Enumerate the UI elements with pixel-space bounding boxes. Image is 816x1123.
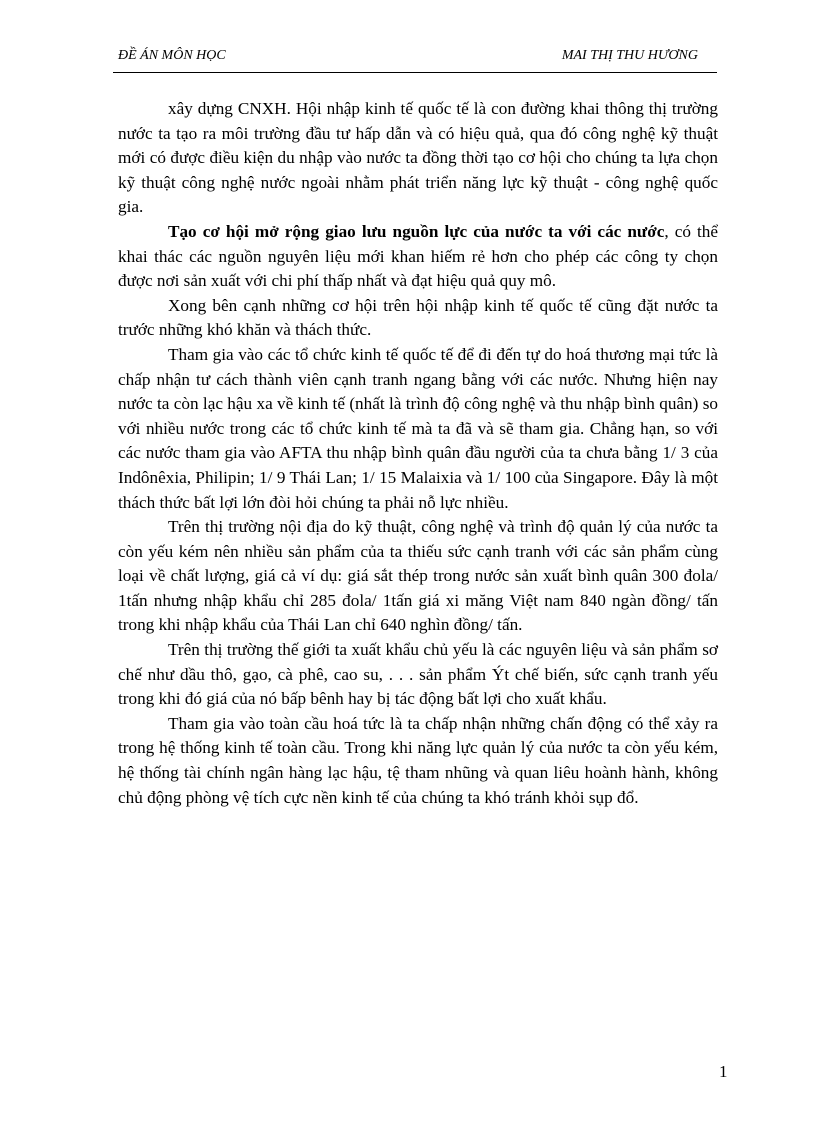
paragraph-6: Trên thị trường thế giới ta xuất khẩu chủ yếu là các nguyên liệu và sản phẩm sơ chế như dầu thô, gạo, cà phê, cao su, . . . sản phẩm Ýt chế biến, sức cạnh tranh yếu trong khi đó giá của nó bấp bênh hay bị tác động bất lợi cho xuất khẩu. <box>118 640 718 709</box>
header-course-title: ĐỀ ÁN MÔN HỌC <box>118 48 226 63</box>
header-author-name: MAI THỊ THU HƯƠNG <box>561 48 698 63</box>
paragraph-7: Tham gia vào toàn cầu hoá tức là ta chấp nhận những chấn động có thể xảy ra trong hệ thống kinh tế toàn cầu. Trong khi năng lực quản lý của nước ta còn yếu kém, hệ thống tài chính ngân hàng lạc hậu, tệ tham nhũng và quan liêu hoành hành, không chủ động phòng vệ tích cực nền kinh tế của chúng ta khó tránh khỏi sụp đổ. <box>118 713 718 807</box>
paragraph-1: xây dựng CNXH. Hội nhập kinh tế quốc tế là con đường khai thông thị trường nước ta tạo ra môi trường đầu tư hấp dẫn và có hiệu quả, qua đó công nghệ kỹ thuật mới có được điều kiện du nhập vào nước ta đồng thời tạo cơ hội cho chúng ta lựa chọn kỹ thuật công nghệ nước ngoài nhằm phát triển năng lực kỹ thuật - công nghệ quốc gia. <box>118 99 718 217</box>
page-header <box>118 48 698 68</box>
paragraph-5: Trên thị trường nội địa do kỹ thuật, công nghệ và trình độ quản lý của nước ta còn yếu kém nên nhiều sản phẩm của ta thiếu sức cạnh tranh với các sản phẩm cùng loại về chất lượng, giá cả ví dụ: giá sắt thép trong nước sản xuất bình quân 300 đola/ 1tấn nhưng nhập khẩu chỉ 285 đola/ 1tấn giá xi măng Việt nam 840 ngàn đồng/ tấn trong khi nhập khẩu của Thái Lan chỉ 640 nghìn đồng/ tấn. <box>118 517 718 635</box>
paragraph-2: Tạo cơ hội mở rộng giao lưu nguồn lực của nước ta với các nước, có thể khai thác các nguồn nguyên liệu mới khan hiếm rẻ hơn cho phép các công ty chọn được nơi sản xuất với chi phí thấp nhất và đạt hiệu quả quy mô. <box>118 221 718 291</box>
paragraph-3: Xong bên cạnh những cơ hội trên hội nhập kinh tế quốc tế cũng đặt nước ta trước những khó khăn và thách thức. <box>118 295 718 340</box>
document-body <box>118 97 718 810</box>
header-divider <box>113 72 717 73</box>
paragraph-2-bold-lead: Tạo cơ hội mở rộng giao lưu nguồn lực của nước ta với các nước <box>168 221 665 241</box>
paragraph-4: Tham gia vào các tổ chức kinh tế quốc tế để đi đến tự do hoá thương mại tức là chấp nhận tư cách thành viên cạnh tranh ngang bằng với các nước. Nhưng hiện nay nước ta còn lạc hậu xa về kinh tế (nhất là trình độ công nghệ và thu nhập bình quân) so với nhiều nước trong các tổ chức kinh tế mà ta đã và sẽ tham gia. Chẳng hạn, so với các nước tham gia vào AFTA thu nhập bình quân đầu người của ta chưa bằng 1/ 3 của Indônêxia, Philipin; 1/ 9 Thái Lan; 1/ 15 Malaixia và 1/ 100 của Singapore. Đây là một thách thức bất lợi lớn đòi hỏi chúng ta phải nỗ lực nhiều. <box>118 344 718 512</box>
page-number: 1 <box>719 1062 728 1081</box>
